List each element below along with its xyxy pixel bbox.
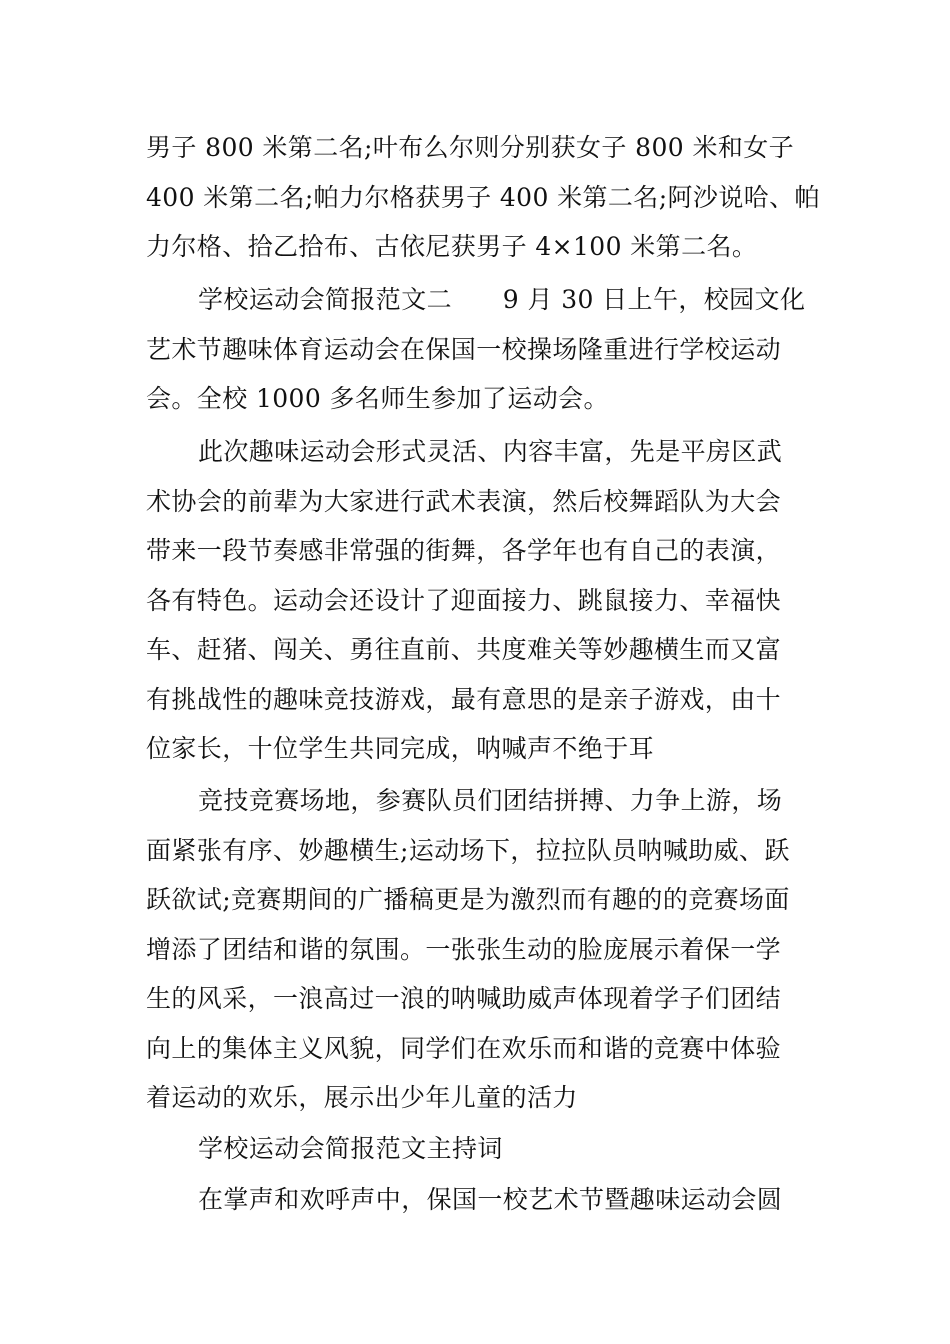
paragraph-first-line: 竞技竞赛场地，参赛队员们团结拼搏、力争上游，场 [198,786,783,815]
text-line: 跃欲试;竞赛期间的广播稿更是为激烈而有趣的的竞赛场面 [146,885,790,914]
section-heading-line: 学校运动会简报范文主持词 [198,1134,503,1163]
text-line: 面紧张有序、妙趣横生;运动场下，拉拉队员呐喊助威、跃 [146,836,790,865]
text-line: 着运动的欢乐，展示出少年儿童的活力 [146,1083,578,1112]
paragraph-first-line: 在掌声和欢呼声中，保国一校艺术节暨趣味运动会圆 [198,1185,783,1214]
text-line: 力尔格、拾乙拾布、古依尼获男子 4×100 米第二名。 [146,232,758,261]
text-line: 有挑战性的趣味竞技游戏，最有意思的是亲子游戏，由十 [146,685,782,714]
text-line: 术协会的前辈为大家进行武术表演，然后校舞蹈队为大会 [146,487,782,516]
text-line: 各有特色。运动会还设计了迎面接力、跳鼠接力、幸福快 [146,586,782,615]
text-line: 400 米第二名;帕力尔格获男子 400 米第二名;阿沙说哈、帕 [146,183,820,212]
section-heading-line: 学校运动会简报范文二 9 月 30 日上午，校园文化 [198,285,806,314]
text-line: 车、赶猪、闯关、勇往直前、共度难关等妙趣横生而又富 [146,635,782,664]
text-line: 艺术节趣味体育运动会在保国一校操场隆重进行学校运动 [146,335,782,364]
text-line: 会。全校 1000 多名师生参加了运动会。 [146,384,609,413]
text-line: 男子 800 米第二名;叶布么尔则分别获女子 800 米和女子 [146,133,795,162]
text-line: 向上的集体主义风貌，同学们在欢乐而和谐的竞赛中体验 [146,1034,782,1063]
text-line: 带来一段节奏感非常强的街舞，各学年也有自己的表演， [146,536,782,565]
paragraph-first-line: 此次趣味运动会形式灵活、内容丰富，先是平房区武 [198,437,783,466]
text-line: 增添了团结和谐的氛围。一张张生动的脸庞展示着保一学 [146,935,782,964]
text-line: 生的风采，一浪高过一浪的呐喊助威声体现着学子们团结 [146,984,782,1013]
text-line: 位家长，十位学生共同完成，呐喊声不绝于耳 [146,734,655,763]
